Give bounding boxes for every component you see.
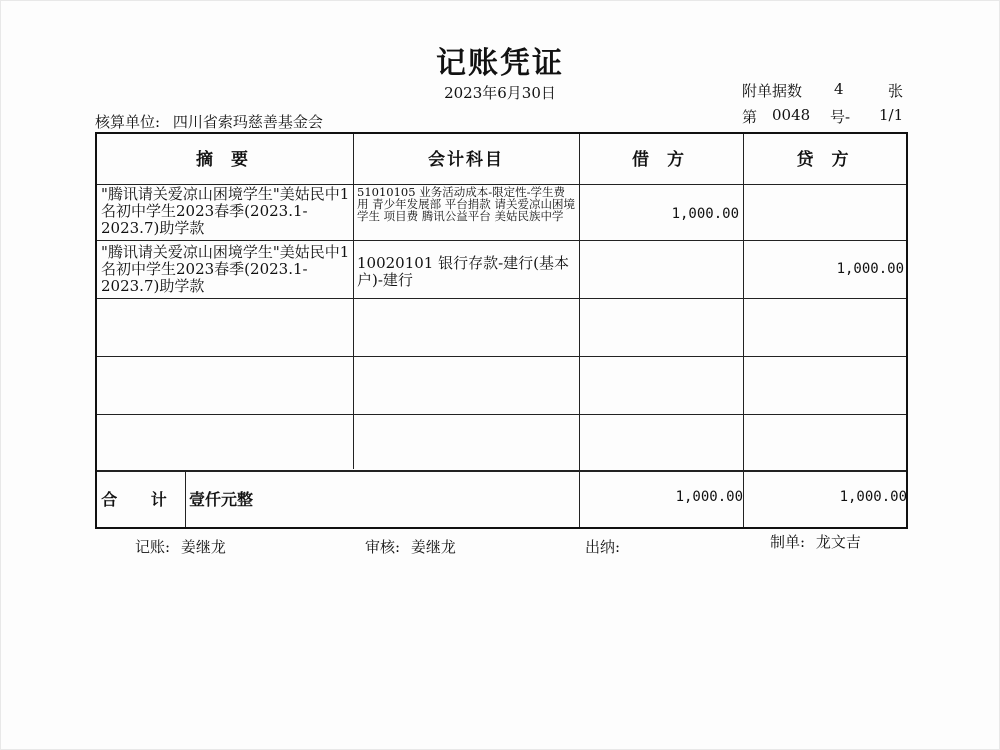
bookkeeper-signature [135,536,226,557]
bookkeeper-label: 记账: [135,538,171,556]
row2-summary: "腾讯请关爱凉山困境学生"美姑民中1名初中学生2023春季(2023.1-2023.7)助学款 [101,243,350,295]
attachments-unit: 张 [888,82,904,100]
preparer-label: 制单: [770,533,806,551]
row2-credit: 1,000.00 [836,261,904,277]
column-divider [185,471,186,527]
row1-account: 51010105 业务活动成本-限定性-学生费用 青少年发展部 平台捐款 请关爱凉山困境学生 项目费 腾讯公益平台 美姑民族中学 [357,185,575,223]
total-credit: 1,000.00 [839,489,907,505]
row-divider [97,414,906,415]
unit-name: 四川省索玛慈善基金会 [172,113,323,131]
preparer-name: 龙文吉 [815,533,861,551]
total-debit: 1,000.00 [675,489,743,505]
header-credit: 贷 方 [796,150,855,170]
cashier-signature [585,536,626,557]
number-prefix: 第 [742,108,758,126]
voucher-table [95,132,908,529]
bookkeeper-name: 姜继龙 [180,538,226,556]
reviewer-name: 姜继龙 [410,538,456,556]
row-divider [97,356,906,357]
accounting-unit [95,111,331,132]
header-debit: 借 方 [632,150,690,170]
row2-account: 10020101 银行存款-建行(基本户)-建行 [357,254,570,289]
column-divider [743,134,744,527]
cashier-label: 出纳: [585,538,621,556]
total-label: 合 计 [101,490,181,509]
attachments-label: 附单据数 [742,82,803,100]
unit-label: 核算单位: [95,113,161,131]
row-divider [97,298,906,299]
voucher-number: 0048 [772,106,811,124]
page-indicator: 1/1 [879,106,904,124]
voucher-date: 2023年6月30日 [444,84,556,102]
reviewer-label: 审核: [365,538,401,556]
column-divider [579,134,580,527]
preparer-signature [770,531,861,552]
header-summary: 摘 要 [196,150,254,170]
row1-summary: "腾讯请关爱凉山困境学生"美姑民中1名初中学生2023春季(2023.1-2023.7)助学款 [101,185,350,237]
voucher-title: 记账凭证 [436,46,564,81]
row-divider [97,240,906,241]
total-amount-words: 壹仟元整 [189,490,254,509]
header-account: 会计科目 [428,150,504,170]
reviewer-signature [365,536,456,557]
number-suffix: 号- [830,108,851,126]
row1-debit: 1,000.00 [671,206,739,222]
attachments-count: 4 [834,80,844,98]
